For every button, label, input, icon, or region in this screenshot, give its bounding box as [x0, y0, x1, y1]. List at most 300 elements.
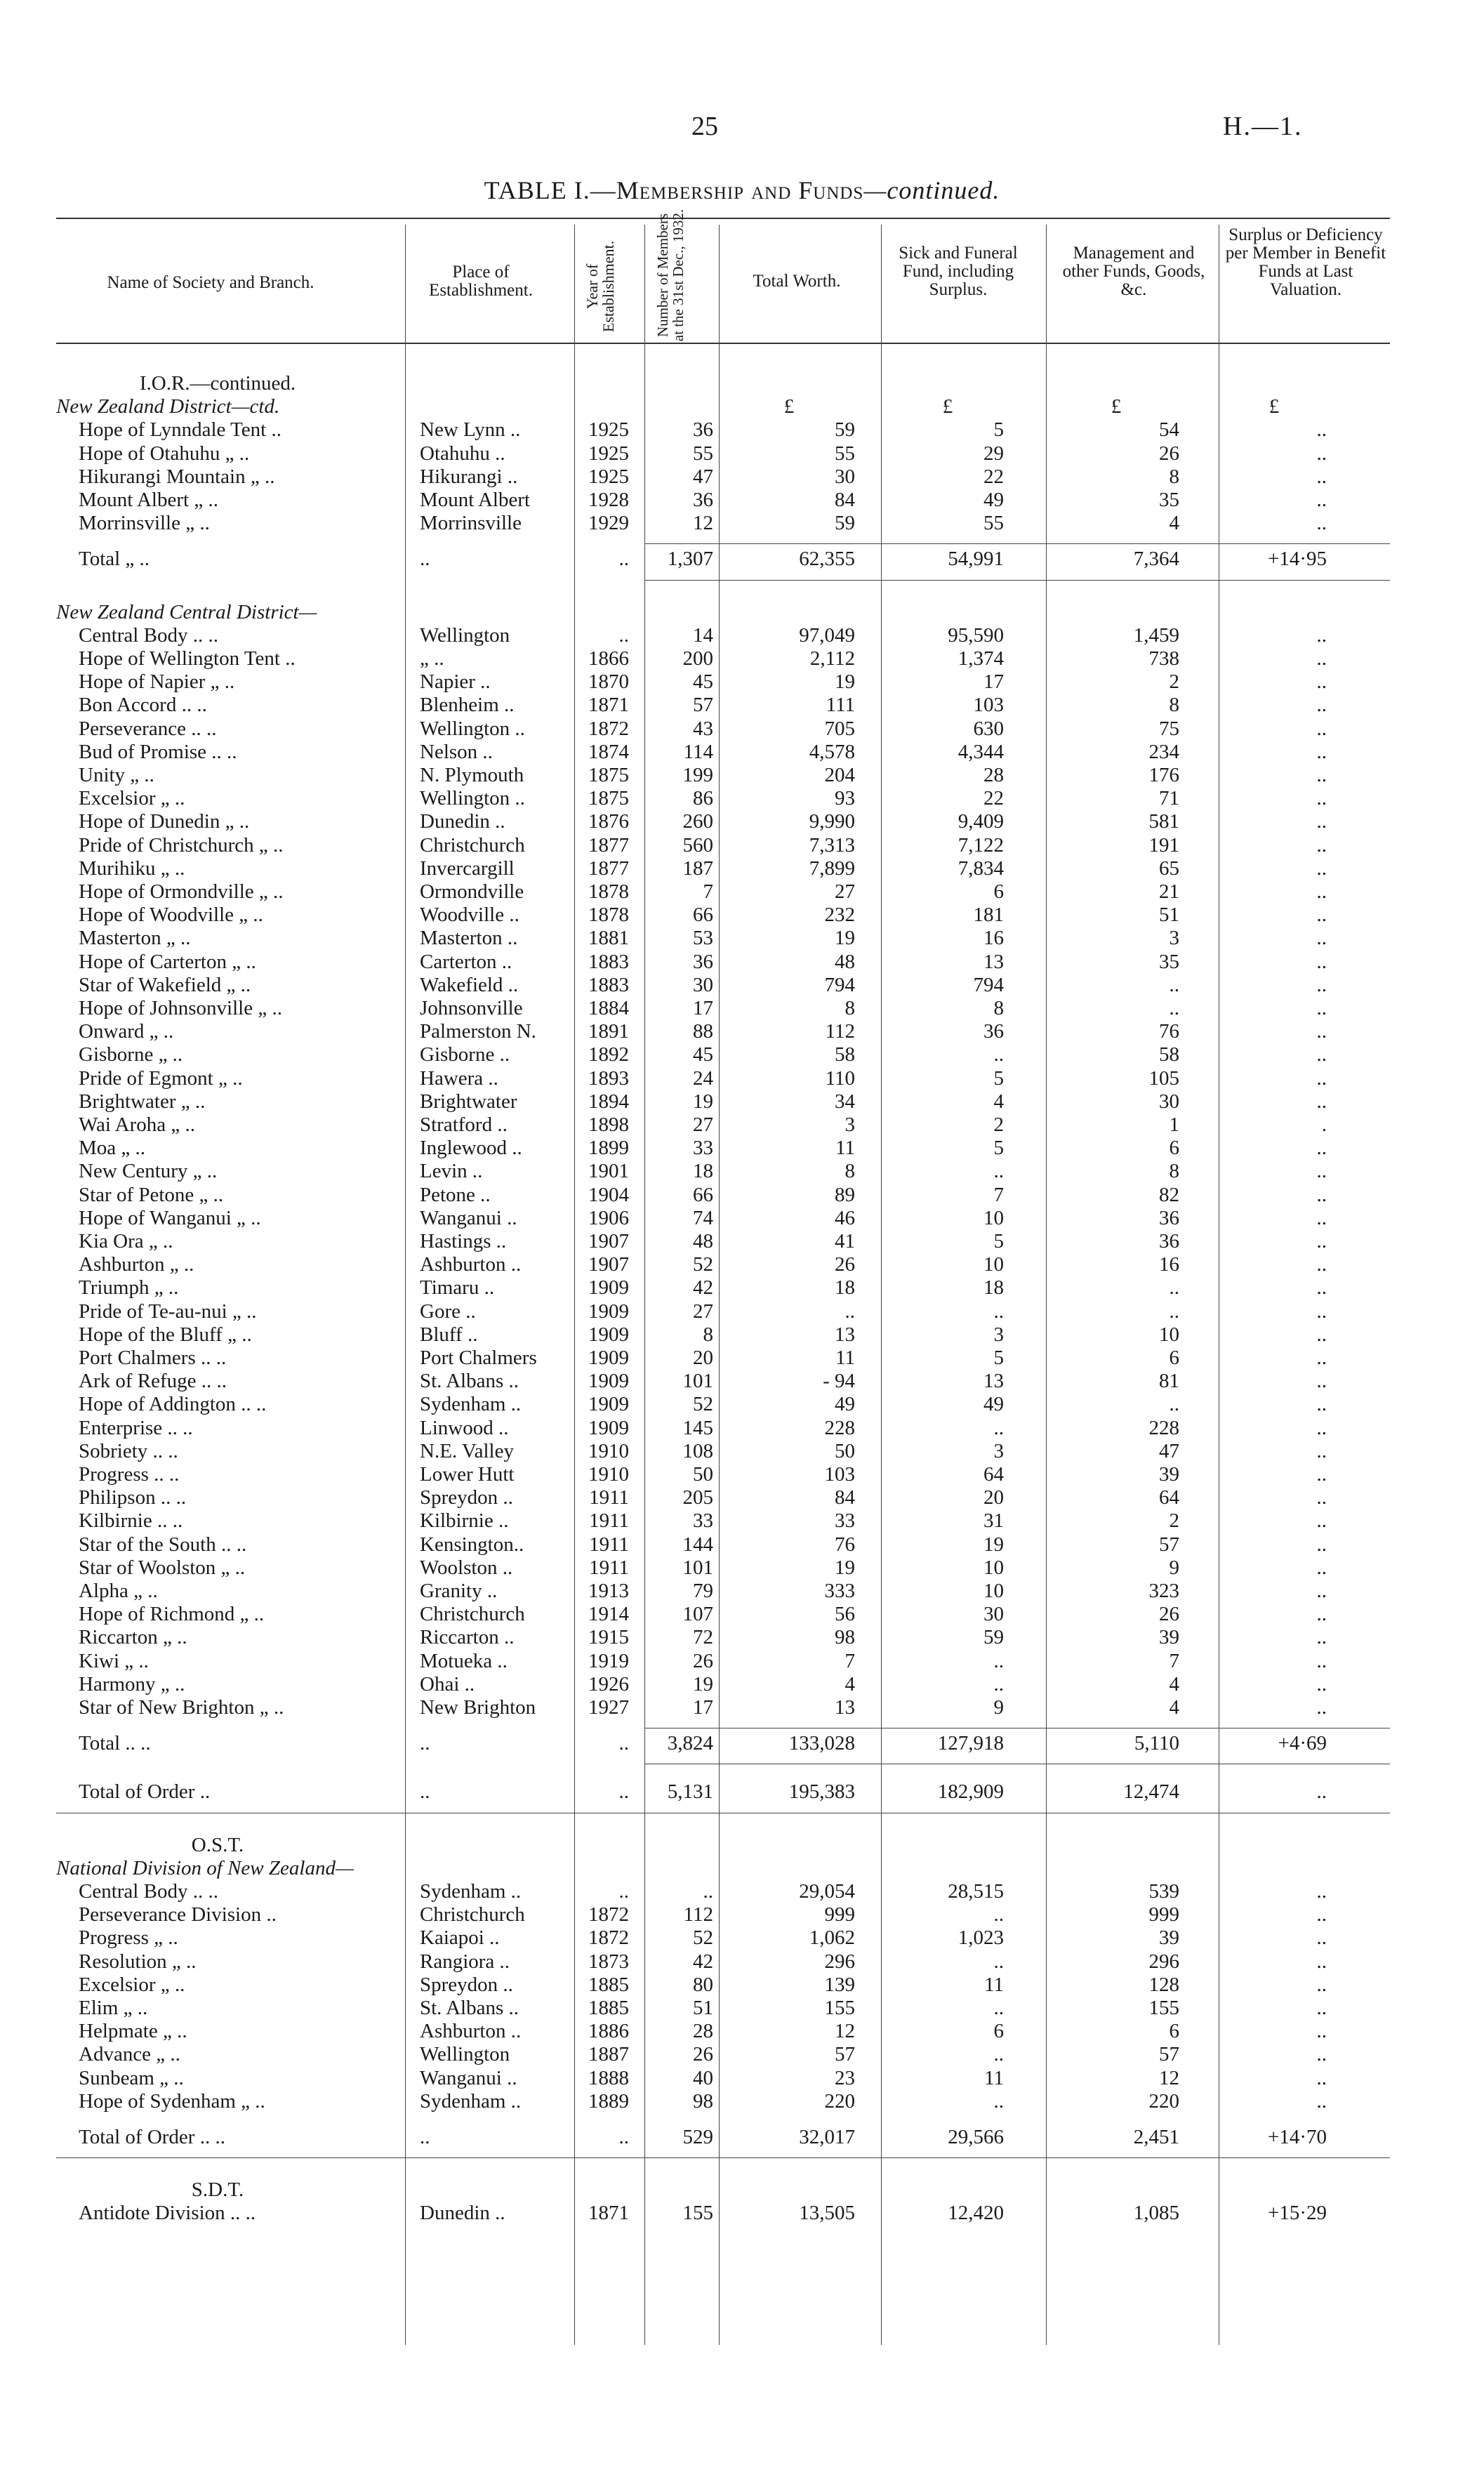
cell-surplus: .. [1316, 997, 1327, 1019]
cell-year: 1886 [588, 2020, 629, 2043]
cell-name: Kiwi „ .. [79, 1649, 149, 1672]
cell-worth: 93 [835, 787, 855, 810]
cell-worth: 9,990 [809, 810, 855, 833]
cell-sick: 103 [973, 694, 1004, 717]
cell-members: 101 [682, 1556, 713, 1579]
cell-year: 1870 [588, 670, 629, 694]
cell-surplus: .. [1316, 1509, 1327, 1533]
cell-surplus: .. [1316, 1672, 1327, 1695]
cell-surplus: . [1321, 1113, 1327, 1136]
cell-worth: 13 [835, 1323, 855, 1346]
table-title-suffix: —continued. [863, 176, 1000, 204]
cell-year: 1910 [588, 1463, 629, 1486]
table-row [0, 1603, 1484, 1626]
column-header-sick: Sick and Funeral Fund, including Surplus. [899, 244, 1018, 299]
cell-place: Invercargill [420, 857, 515, 880]
cell-sick: 16 [983, 927, 1004, 950]
cell-members: 88 [693, 1020, 713, 1043]
table-row [0, 1323, 1484, 1347]
table-row [0, 741, 1484, 764]
table-row [0, 1650, 1484, 1673]
cell-name: Hope of Sydenham „ .. [79, 2089, 265, 2113]
section-heading: O.S.T. [191, 1833, 244, 1856]
cell-worth: 33 [835, 1509, 855, 1533]
cell-mgmt: 21 [1159, 880, 1179, 903]
cell-sick: 54,991 [948, 548, 1004, 571]
cell-year: 1925 [588, 418, 629, 442]
cell-place: Sydenham .. [420, 2089, 522, 2113]
cell-surplus: .. [1316, 717, 1327, 740]
cell-place: Levin .. [420, 1160, 483, 1183]
cell-year: 1887 [588, 2043, 629, 2066]
cell-sick: .. [993, 1416, 1004, 1439]
cell-mgmt: 65 [1159, 857, 1179, 880]
cell-mgmt: 6 [1169, 1347, 1179, 1369]
column-header-place: Place of Establishment. [429, 263, 533, 300]
cell-name: Kia Ora „ .. [79, 1230, 173, 1252]
cell-name: Kilbirnie .. .. [79, 1509, 183, 1533]
cell-place: .. [420, 2126, 430, 2148]
cell-sick: 127,918 [937, 1732, 1004, 1755]
cell-worth: 999 [824, 1903, 855, 1926]
cell-surplus: .. [1316, 1649, 1327, 1672]
cell-worth: 13 [835, 1696, 855, 1719]
cell-year: 1909 [588, 1416, 629, 1439]
cell-members: 1,307 [667, 548, 713, 571]
cell-name: Morrinsville „ .. [79, 512, 210, 535]
cell-surplus: .. [1316, 2066, 1327, 2089]
cell-surplus: .. [1316, 1183, 1327, 1206]
table-row [0, 465, 1484, 489]
cell-sick: .. [993, 1160, 1004, 1183]
cell-mgmt: 8 [1169, 465, 1179, 488]
cell-members: 79 [693, 1580, 713, 1602]
cell-members: 14 [693, 623, 713, 647]
cell-mgmt: 7,364 [1133, 548, 1179, 571]
cell-sick: 20 [983, 1486, 1004, 1509]
cell-place: Palmerston N. [420, 1020, 536, 1043]
cell-worth: 27 [835, 880, 855, 903]
cell-surplus: .. [1316, 810, 1327, 833]
cell-sick: 5 [993, 1347, 1004, 1369]
cell-year: 1875 [588, 764, 629, 786]
cell-name: Hope of Lynndale Tent .. [79, 418, 281, 442]
cell-mgmt: 323 [1148, 1580, 1179, 1602]
cell-mgmt: 220 [1148, 2089, 1179, 2113]
cell-mgmt: 12 [1159, 2066, 1179, 2089]
table-row [0, 1347, 1484, 1370]
cell-surplus: .. [1316, 740, 1327, 763]
cell-sick: 7,834 [958, 857, 1004, 880]
cell-place: Gore .. [420, 1300, 476, 1323]
cell-worth: 794 [824, 973, 855, 996]
cell-place: St. Albans .. [420, 1370, 519, 1393]
cell-worth: 34 [835, 1090, 855, 1113]
table-row [0, 1486, 1484, 1509]
cell-mgmt: 2 [1169, 670, 1179, 694]
cell-mgmt: 6 [1169, 1137, 1179, 1160]
cell-year: 1911 [589, 1533, 629, 1556]
cell-surplus: .. [1316, 1370, 1327, 1393]
table-row [0, 694, 1484, 717]
table-row [0, 1880, 1484, 1903]
cell-name: Total „ .. [79, 548, 150, 571]
cell-sick: 1,023 [958, 1926, 1004, 1950]
cell-name: Progress „ .. [79, 1926, 178, 1950]
table-row [0, 647, 1484, 670]
table-row [0, 1207, 1484, 1230]
cell-name: Star of Wakefield „ .. [79, 973, 251, 996]
table-row [0, 2202, 1484, 2225]
cell-surplus: .. [1316, 1090, 1327, 1113]
table-row [0, 1626, 1484, 1649]
table-row [0, 1043, 1484, 1066]
cell-surplus: .. [1316, 2043, 1327, 2066]
table-row [0, 489, 1484, 512]
cell-year: 1913 [588, 1580, 629, 1602]
cell-members: 199 [682, 764, 713, 786]
cell-year: 1872 [588, 1926, 629, 1950]
cell-worth: 133,028 [788, 1732, 855, 1755]
cell-surplus: .. [1316, 1137, 1327, 1160]
cell-year: .. [618, 548, 629, 571]
cell-worth: 155 [824, 1997, 855, 2019]
header-bottom-rule [56, 343, 1390, 344]
cell-surplus: .. [1316, 1903, 1327, 1926]
cell-place: Timaru .. [420, 1276, 495, 1300]
section-end-rule [56, 2157, 1390, 2158]
cell-worth: 18 [835, 1276, 855, 1300]
cell-name: Pride of Egmont „ .. [79, 1066, 243, 1090]
cell-mgmt: 191 [1148, 833, 1179, 857]
cell-members: 40 [693, 2066, 713, 2089]
table-row [0, 1137, 1484, 1160]
table-row [0, 1230, 1484, 1253]
table-row [0, 670, 1484, 694]
cell-year: 1884 [588, 997, 629, 1019]
cell-members: 36 [693, 418, 713, 442]
cell-place: Blenheim .. [420, 694, 515, 717]
cell-worth: 62,355 [799, 548, 855, 571]
cell-name: Ark of Refuge .. .. [79, 1370, 227, 1393]
cell-members: 55 [693, 442, 713, 465]
cell-year: 1891 [588, 1020, 629, 1043]
cell-mgmt: 57 [1159, 2043, 1179, 2066]
cell-place: Riccarton .. [420, 1626, 515, 1649]
table-row [0, 810, 1484, 833]
table-row [0, 834, 1484, 857]
table-row [0, 857, 1484, 880]
cell-members: 27 [693, 1113, 713, 1136]
cell-name: Star of New Brighton „ .. [79, 1696, 284, 1719]
cell-surplus: .. [1316, 1416, 1327, 1439]
cell-year: 1875 [588, 787, 629, 810]
cell-surplus: .. [1316, 670, 1327, 694]
table-row [0, 1926, 1484, 1950]
cell-worth: 8 [844, 1160, 855, 1183]
table-row [0, 1113, 1484, 1137]
cell-year: 1888 [588, 2066, 629, 2089]
cell-year: 1878 [588, 880, 629, 903]
cell-members: 200 [682, 647, 713, 670]
cell-year: 1927 [588, 1696, 629, 1719]
table-row [0, 951, 1484, 974]
cell-name: Riccarton „ .. [79, 1626, 187, 1649]
cell-place: Granity .. [420, 1580, 498, 1602]
column-header-worth: Total Worth. [753, 272, 841, 291]
cell-members: 7 [703, 880, 713, 903]
cell-year: 1871 [588, 694, 629, 717]
cell-mgmt: 581 [1148, 810, 1179, 833]
table-title [0, 176, 1484, 205]
cell-year: 1883 [588, 950, 629, 973]
cell-sick: 55 [983, 512, 1004, 535]
cell-worth: 59 [835, 512, 855, 535]
cell-year: 1909 [588, 1300, 629, 1323]
cell-sick: 5 [993, 418, 1004, 442]
cell-place: Woolston .. [420, 1556, 513, 1579]
table-row [0, 1696, 1484, 1719]
cell-place: Hikurangi .. [420, 465, 518, 488]
cell-members: 42 [693, 1950, 713, 1973]
cell-surplus: .. [1316, 2020, 1327, 2043]
cell-worth: 232 [824, 904, 855, 927]
cell-mgmt: 71 [1159, 787, 1179, 810]
cell-members: 8 [703, 1323, 713, 1346]
section-subheading: National Division of New Zealand— [56, 1856, 354, 1879]
cell-name: Hope of Dunedin „ .. [79, 810, 250, 833]
cell-mgmt: 105 [1148, 1066, 1179, 1090]
cell-surplus: .. [1316, 1347, 1327, 1369]
cell-mgmt: 30 [1159, 1090, 1179, 1113]
cell-worth: 1,062 [809, 1926, 855, 1950]
cell-sick: 9 [993, 1696, 1004, 1719]
cell-worth: 110 [825, 1066, 855, 1090]
table-row [0, 1974, 1484, 1997]
cell-sick: 11 [984, 1973, 1004, 1996]
cell-surplus: .. [1316, 623, 1327, 647]
total-rule [644, 543, 1390, 544]
cell-place: New Lynn .. [420, 418, 521, 442]
cell-year: 1889 [588, 2089, 629, 2113]
cell-worth: 4,578 [809, 740, 855, 763]
table-row [0, 787, 1484, 810]
cell-members: 107 [682, 1603, 713, 1626]
cell-year: 1901 [588, 1160, 629, 1183]
cell-sick: 22 [983, 465, 1004, 488]
cell-place: Christchurch [420, 1903, 525, 1926]
table-row [0, 1393, 1484, 1416]
cell-members: 52 [693, 1926, 713, 1950]
table-row [0, 764, 1484, 787]
cell-name: Total .. .. [79, 1732, 151, 1755]
cell-worth: 7,313 [809, 833, 855, 857]
unit-symbol: £ [942, 395, 953, 418]
table-row [0, 1463, 1484, 1486]
cell-members: 66 [693, 1183, 713, 1206]
cell-sick: .. [993, 1997, 1004, 2019]
cell-place: N.E. Valley [420, 1439, 514, 1462]
cell-sick: 6 [993, 880, 1004, 903]
cell-worth: 89 [835, 1183, 855, 1206]
cell-sick: 13 [983, 1370, 1004, 1393]
cell-year: 1894 [588, 1090, 629, 1113]
cell-name: Sobriety .. .. [79, 1439, 178, 1462]
cell-place: Otahuhu .. [420, 442, 505, 465]
cell-place: Petone .. [420, 1183, 491, 1206]
unit-symbol: £ [1111, 395, 1122, 418]
cell-sick: 17 [983, 670, 1004, 694]
cell-year: 1885 [588, 1973, 629, 1996]
cell-name: Hope of Wanganui „ .. [79, 1206, 261, 1229]
cell-surplus: .. [1316, 1043, 1327, 1066]
page-number: 25 [691, 112, 718, 141]
cell-mgmt: 1,085 [1133, 2202, 1179, 2225]
cell-place: Spreydon .. [420, 1486, 513, 1509]
cell-surplus: .. [1316, 1393, 1327, 1416]
cell-members: 36 [693, 950, 713, 973]
cell-place: .. [420, 548, 430, 571]
cell-worth: 32,017 [799, 2126, 855, 2148]
unit-symbol: £ [1268, 395, 1280, 418]
total-of-order-row [0, 1780, 1484, 1804]
cell-place: Woodville .. [420, 904, 519, 927]
cell-worth: 112 [825, 1020, 855, 1043]
cell-name: Advance „ .. [79, 2043, 180, 2066]
cell-sick: 28,515 [948, 1880, 1004, 1903]
cell-mgmt: 64 [1159, 1486, 1179, 1509]
cell-surplus: .. [1316, 1439, 1327, 1462]
cell-place: Inglewood .. [420, 1137, 522, 1160]
cell-place: Wellington .. [420, 717, 525, 740]
table-row [0, 512, 1484, 535]
cell-sick: 18 [983, 1276, 1004, 1300]
table-row [0, 718, 1484, 741]
cell-place: Motueka .. [420, 1649, 508, 1672]
cell-sick: 7,122 [958, 833, 1004, 857]
cell-name: Enterprise .. .. [79, 1416, 193, 1439]
cell-sick: 12,420 [948, 2202, 1004, 2225]
cell-name: Star of Petone „ .. [79, 1183, 224, 1206]
cell-year: 1909 [588, 1276, 629, 1300]
cell-members: 112 [683, 1903, 713, 1926]
cell-mgmt: 26 [1159, 442, 1179, 465]
cell-worth: 84 [835, 1486, 855, 1509]
cell-place: Morrinsville [420, 512, 522, 535]
column-header-year: Year of Establishment. [583, 240, 617, 333]
cell-mgmt: 2 [1169, 1509, 1179, 1533]
cell-mgmt: 2,451 [1133, 2126, 1179, 2148]
cell-members: 48 [693, 1230, 713, 1252]
cell-members: 98 [693, 2089, 713, 2113]
table-row [0, 2043, 1484, 2066]
cell-sick: 11 [984, 2066, 1004, 2089]
cell-members: 26 [693, 1649, 713, 1672]
cell-name: Excelsior „ .. [79, 787, 185, 810]
cell-worth: 11 [835, 1137, 855, 1160]
table-row [0, 2067, 1484, 2090]
cell-sick: .. [993, 1300, 1004, 1323]
cell-name: Hope of Richmond „ .. [79, 1603, 265, 1626]
cell-sick: 9,409 [958, 810, 1004, 833]
cell-mgmt: 35 [1159, 950, 1179, 973]
table-row [0, 624, 1484, 647]
cell-surplus: .. [1316, 973, 1327, 996]
cell-members: 17 [693, 1696, 713, 1719]
cell-place: Kensington.. [420, 1533, 524, 1556]
table-row [0, 2090, 1484, 2113]
cell-name: Total of Order .. .. [79, 2126, 225, 2148]
cell-year: 1915 [588, 1626, 629, 1649]
cell-sick: 5 [993, 1137, 1004, 1160]
cell-year: 1907 [588, 1230, 629, 1252]
cell-mgmt: 39 [1159, 1626, 1179, 1649]
cell-worth: 29,054 [799, 1880, 855, 1903]
cell-year: 1872 [588, 1903, 629, 1926]
cell-mgmt: 26 [1159, 1603, 1179, 1626]
cell-surplus: .. [1316, 1603, 1327, 1626]
cell-members: 101 [682, 1370, 713, 1393]
cell-place: Bluff .. [420, 1323, 478, 1346]
cell-name: Bon Accord .. .. [79, 694, 207, 717]
cell-name: New Century „ .. [79, 1160, 218, 1183]
cell-name: Philipson .. .. [79, 1486, 187, 1509]
cell-worth: .. [844, 1300, 855, 1323]
cell-year: 1877 [588, 833, 629, 857]
cell-members: 33 [693, 1509, 713, 1533]
cell-year: .. [618, 1780, 629, 1804]
cell-members: 47 [693, 465, 713, 488]
cell-mgmt: 3 [1169, 927, 1179, 950]
section-heading: S.D.T. [191, 2179, 244, 2202]
cell-mgmt: 4 [1169, 1696, 1179, 1719]
cell-members: 12 [693, 512, 713, 535]
cell-place: Wanganui .. [420, 1206, 517, 1229]
cell-mgmt: 5,110 [1134, 1732, 1179, 1755]
cell-surplus: .. [1316, 950, 1327, 973]
cell-mgmt: 81 [1159, 1370, 1179, 1393]
cell-mgmt: 36 [1159, 1206, 1179, 1229]
cell-place: Ashburton .. [420, 1253, 522, 1276]
cell-name: Hope of the Bluff „ .. [79, 1323, 252, 1346]
cell-mgmt: 16 [1159, 1253, 1179, 1276]
cell-mgmt: 10 [1159, 1323, 1179, 1346]
cell-surplus: .. [1316, 647, 1327, 670]
cell-surplus: +14·70 [1267, 2126, 1327, 2148]
cell-surplus: +15·29 [1267, 2202, 1327, 2225]
cell-surplus: .. [1316, 1463, 1327, 1486]
cell-members: .. [703, 1880, 713, 1903]
cell-place: .. [420, 1732, 430, 1755]
cell-name: Pride of Te-au-nui „ .. [79, 1300, 257, 1323]
cell-place: Wakefield .. [420, 973, 519, 996]
cell-mgmt: 4 [1169, 512, 1179, 535]
cell-name: Hope of Addington .. .. [79, 1393, 267, 1416]
cell-year: 1911 [589, 1486, 629, 1509]
cell-mgmt: .. [1169, 973, 1179, 996]
table-row [0, 1673, 1484, 1696]
cell-worth: 30 [835, 465, 855, 488]
cell-mgmt: 539 [1148, 1880, 1179, 1903]
cell-year: 1909 [588, 1370, 629, 1393]
cell-place: Johnsonville [420, 997, 523, 1019]
cell-members: 187 [682, 857, 713, 880]
cell-surplus: .. [1316, 1020, 1327, 1043]
cell-mgmt: .. [1169, 1300, 1179, 1323]
cell-sick: 1,374 [958, 647, 1004, 670]
cell-sick: .. [993, 1649, 1004, 1672]
cell-surplus: .. [1316, 1997, 1327, 2019]
